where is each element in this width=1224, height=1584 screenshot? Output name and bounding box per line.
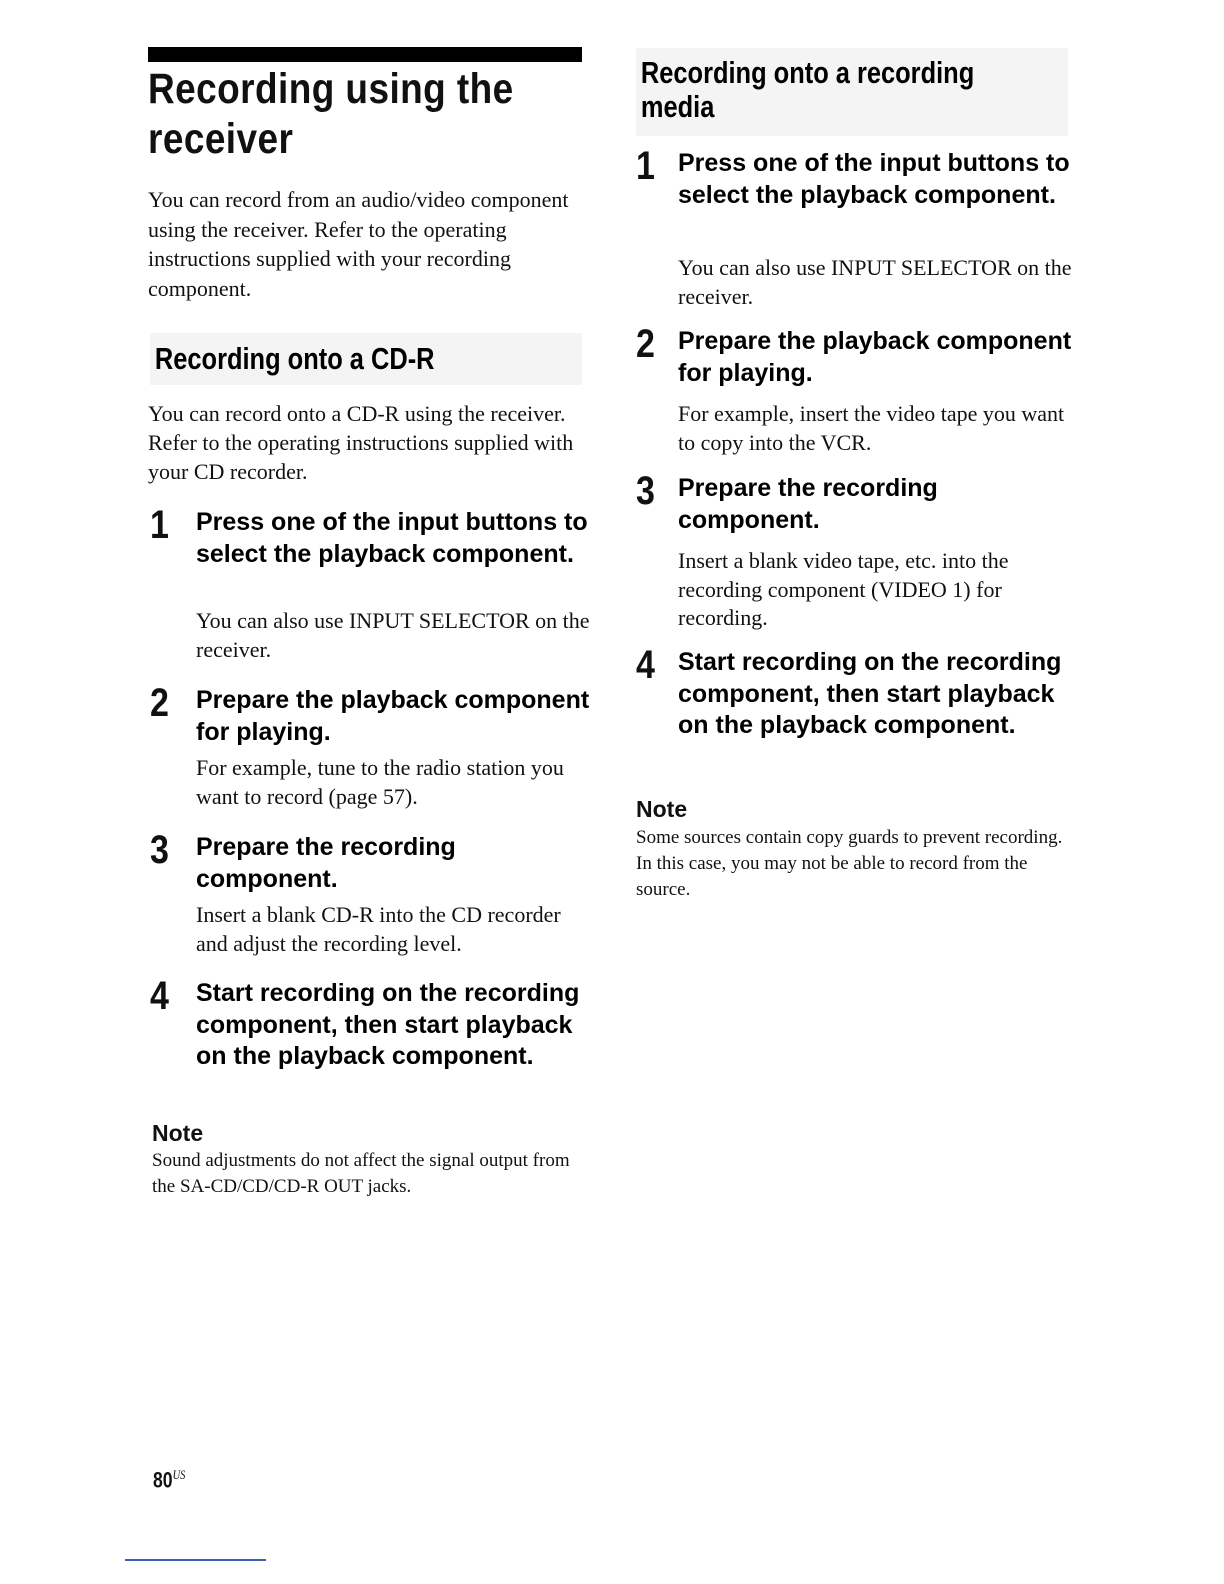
step-number: 1 — [636, 144, 655, 188]
step-number: 4 — [636, 643, 655, 687]
step-number: 3 — [636, 469, 655, 513]
section-heading-recording-media-text: Recording onto a recording media — [640, 55, 975, 124]
step-number: 1 — [150, 503, 169, 547]
step-title: Prepare the playback component for playing. — [678, 327, 1072, 387]
media-note-text: Some sources contain copy guards to prevent recording. In this case, you may not be able to record from the source. — [636, 827, 1063, 900]
step-body: You can also use INPUT SELECTOR on the receiver. — [196, 608, 590, 662]
step-title: Prepare the playback component for playing. — [196, 686, 590, 746]
step-body: Insert a blank video tape, etc. into the recording component (VIDEO 1) for recording. — [678, 548, 1009, 630]
step-body: Insert a blank CD-R into the CD recorder and adjust the recording level. — [196, 902, 561, 956]
step-number: 2 — [150, 681, 169, 725]
page-number — [153, 1467, 185, 1493]
page-number-value: 80 — [153, 1467, 173, 1493]
step-title: Start recording on the recording component, then start playback on the playback component. — [196, 979, 580, 1070]
step-body: For example, tune to the radio station you want to record (page 57). — [196, 755, 564, 809]
page-title-line-1: Recording using the — [148, 65, 514, 113]
step-number: 3 — [150, 828, 169, 872]
step-body: You can also use INPUT SELECTOR on the receiver. — [678, 255, 1072, 309]
step-title: Start recording on the recording component, then start playback on the playback component. — [678, 648, 1062, 739]
media-note-label: Note — [636, 796, 688, 822]
step-number: 4 — [150, 974, 169, 1018]
section-heading-recording-media — [636, 48, 1068, 136]
step-body: For example, insert the video tape you want to copy into the VCR. — [678, 401, 1065, 455]
page-title — [148, 64, 526, 164]
section-heading-cdr-text: Recording onto a CD-R — [154, 341, 435, 376]
section-heading-cdr — [150, 333, 582, 385]
bottom-rule — [125, 1559, 266, 1561]
cdr-note-text: Sound adjustments do not affect the signal output from the SA-CD/CD/CD-R OUT jacks. — [152, 1150, 570, 1197]
page-number-suffix: US — [172, 1467, 186, 1482]
cdr-intro-paragraph: You can record onto a CD-R using the receiver. Refer to the operating instructions supplied with your CD recorder. — [148, 401, 574, 484]
step-title: Prepare the recording component. — [196, 833, 456, 893]
page-title-line-2: receiver — [148, 115, 294, 163]
intro-paragraph: You can record from an audio/video component using the receiver. Refer to the operating instructions supplied with your recording component. — [148, 187, 569, 301]
top-rule — [148, 47, 582, 62]
step-number: 2 — [636, 322, 655, 366]
step-title: Press one of the input buttons to select the playback component. — [196, 508, 588, 568]
cdr-note-label: Note — [152, 1120, 204, 1146]
step-title: Prepare the recording component. — [678, 474, 938, 534]
step-title: Press one of the input buttons to select the playback component. — [678, 149, 1070, 209]
